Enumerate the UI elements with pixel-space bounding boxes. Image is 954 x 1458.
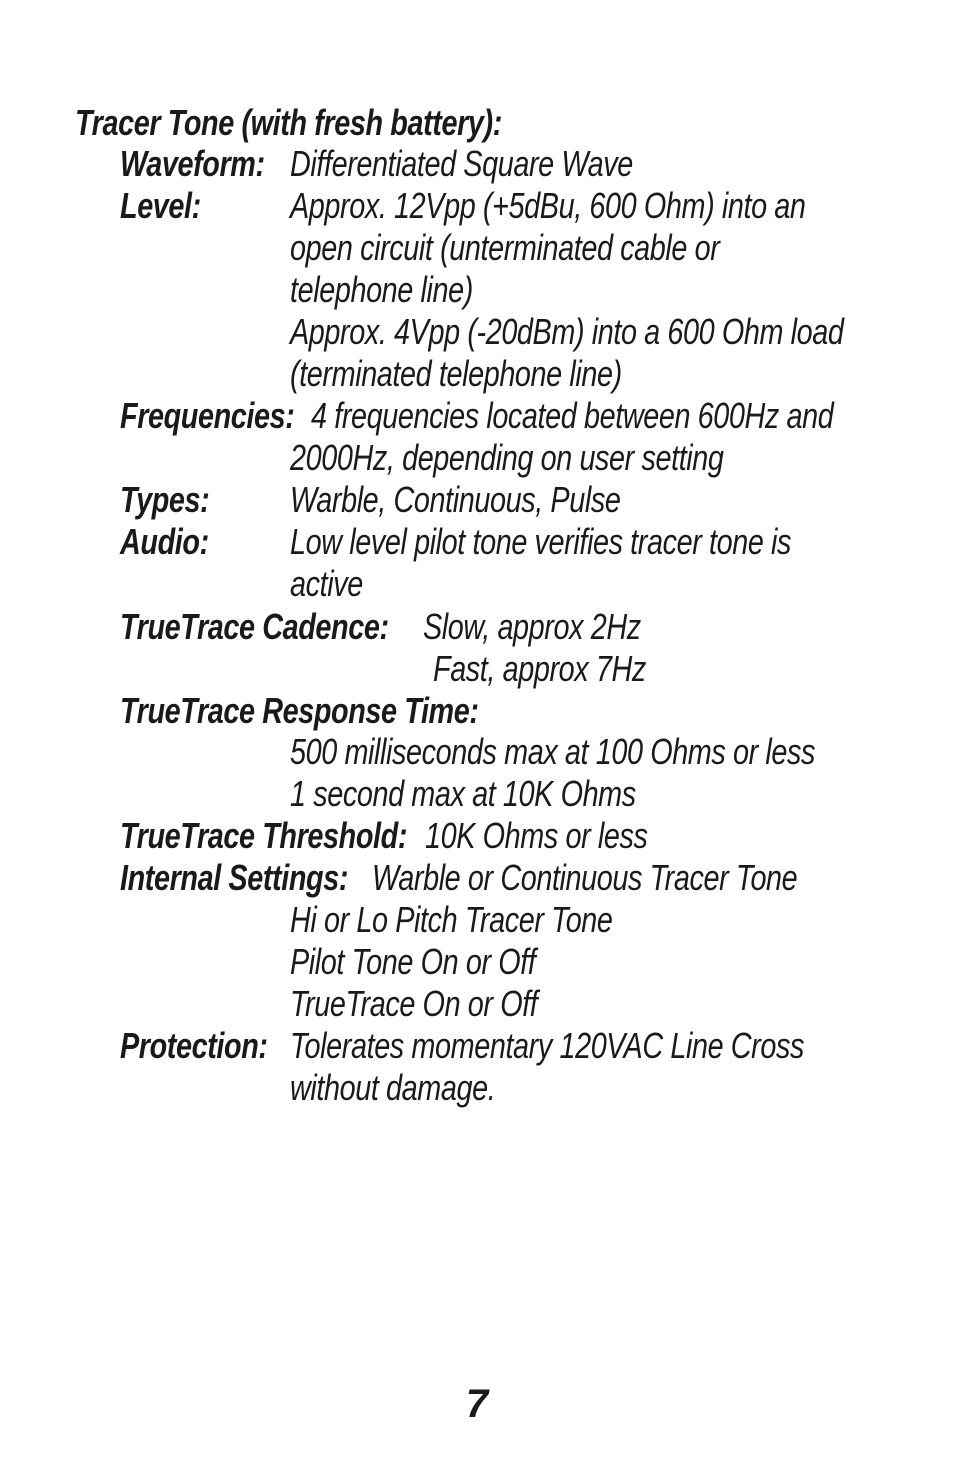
cadence-value-line: Slow, approx 2Hz [423, 606, 641, 647]
level-value-line: (terminated telephone line) [290, 353, 622, 394]
section-title: Tracer Tone (with fresh battery): [75, 102, 502, 143]
response-time-value-line: 1 second max at 10K Ohms [290, 773, 636, 814]
threshold-value: 10K Ohms or less [425, 815, 648, 856]
waveform-label: Waveform: [120, 143, 265, 184]
audio-value-line: Low level pilot tone verifies tracer tone is [290, 521, 792, 562]
waveform-value: Differentiated Square Wave [290, 143, 633, 184]
level-label: Level: [120, 185, 201, 226]
internal-settings-value-line: TrueTrace On or Off [290, 983, 538, 1024]
cadence-label: TrueTrace Cadence: [120, 606, 389, 647]
audio-label: Audio: [120, 521, 209, 562]
protection-value-line: Tolerates momentary 120VAC Line Cross [290, 1025, 804, 1066]
level-value-line: open circuit (unterminated cable or [290, 227, 720, 268]
frequencies-value-line: 4 frequencies located between 600Hz and [311, 395, 834, 436]
level-value-line: telephone line) [290, 269, 473, 310]
protection-label: Protection: [120, 1025, 268, 1066]
level-value-line: Approx. 4Vpp (-20dBm) into a 600 Ohm load [290, 311, 844, 352]
page-number: 7 [465, 1382, 489, 1426]
types-label: Types: [120, 479, 210, 520]
internal-settings-value-line: Warble or Continuous Tracer Tone [372, 857, 798, 898]
response-time-value-line: 500 milliseconds max at 100 Ohms or less [290, 731, 816, 772]
types-value: Warble, Continuous, Pulse [290, 479, 621, 520]
threshold-label: TrueTrace Threshold: [120, 815, 408, 856]
level-value-line: Approx. 12Vpp (+5dBu, 600 Ohm) into an [290, 185, 806, 226]
frequencies-value-line: 2000Hz, depending on user setting [290, 437, 724, 478]
internal-settings-label: Internal Settings: [120, 857, 349, 898]
cadence-value-line: Fast, approx 7Hz [433, 648, 646, 689]
internal-settings-value-line: Hi or Lo Pitch Tracer Tone [290, 899, 613, 940]
internal-settings-value-line: Pilot Tone On or Off [290, 941, 536, 982]
frequencies-label: Frequencies: [120, 395, 295, 436]
protection-value-line: without damage. [290, 1067, 496, 1108]
response-time-label: TrueTrace Response Time: [120, 690, 479, 731]
audio-value-line: active [290, 563, 363, 604]
